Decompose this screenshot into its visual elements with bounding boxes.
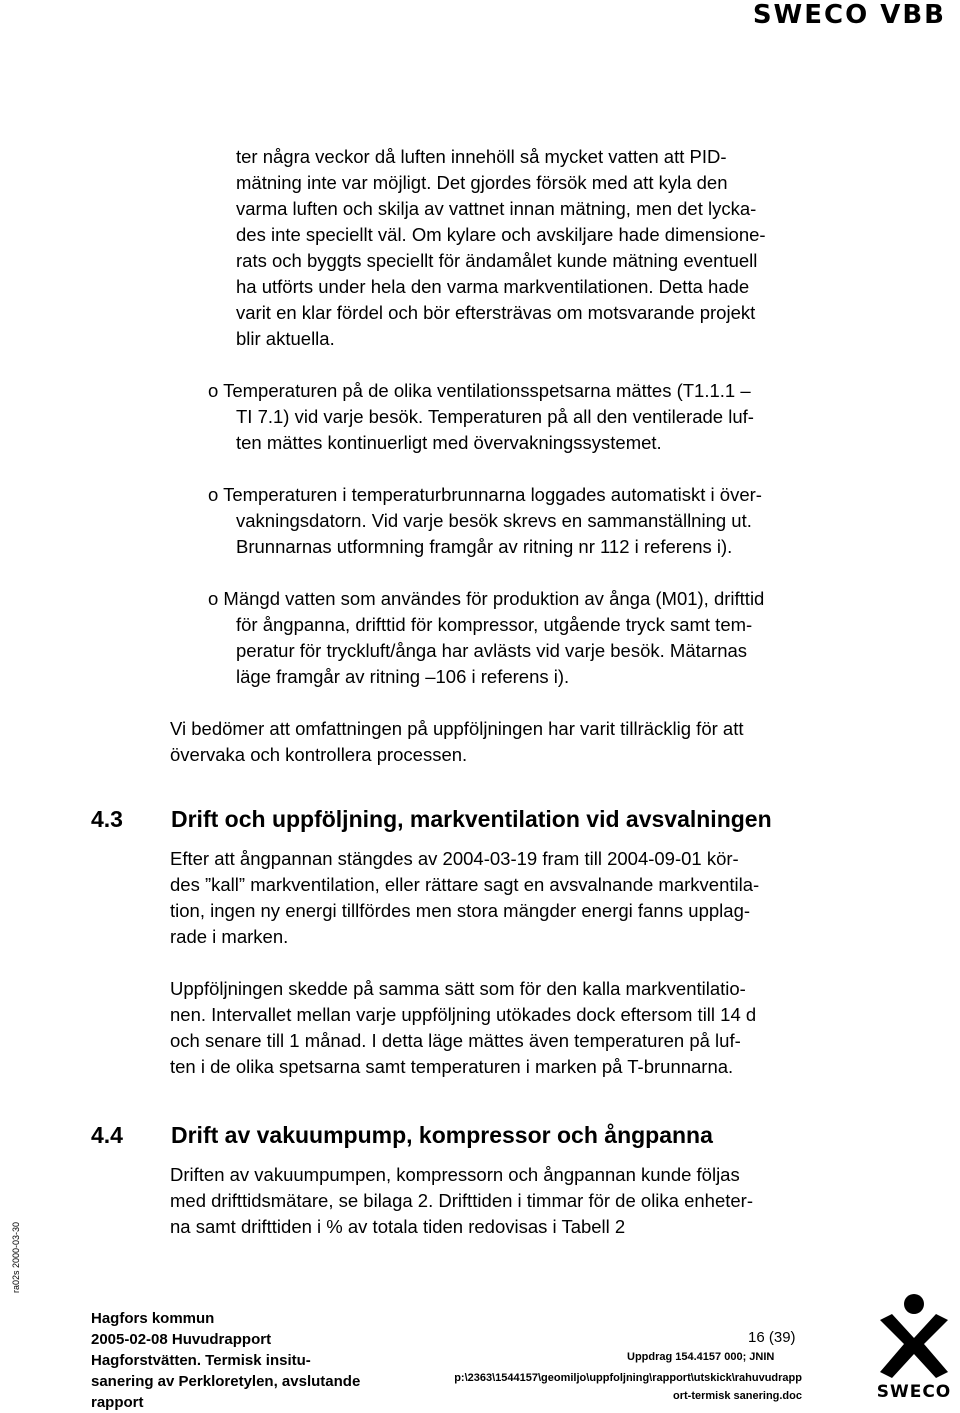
footer-date-doc: 2005-02-08 Huvudrapport — [91, 1331, 272, 1348]
footer-title-2: sanering av Perkloretylen, avslutande — [91, 1373, 361, 1390]
footer-left — [91, 1308, 451, 1413]
order-reference: Uppdrag 154.4157 000; JNIN — [627, 1351, 775, 1363]
footer-client: Hagfors kommun — [91, 1310, 215, 1327]
intro-paragraph: ter några veckor då luften innehöll så mycket vatten att PID- mätning inte var möjligt. Det gjordes försök med att kyla den varma luften och skilja av vattnet innan mätning, men det lycka- des inte speciellt väl. Om kylare och avskiljare hade dimensione- rats och byggts speciellt för ändamålet kunde mätning eventuell ha utförts under hela den varma markventilationen. Detta hade varit en klar fördel och bör eftersträvas om motsvarande projekt blir aktuella. — [236, 146, 766, 349]
bullet-temperature-spetsar: o Temperaturen på de olika ventilationsspetsarna mättes (T1.1.1 – TI 7.1) vid varje besök. Temperaturen på all den ventilerade luf- ten mättes kontinuerligt med övervakningssystemet. — [208, 380, 754, 453]
file-path — [442, 1369, 802, 1405]
file-path-line-2: ort-termisk sanering.doc — [673, 1390, 802, 1402]
file-path-line-1: p:\2363\1544157\geomiljo\uppfoljning\rapport\utskick\rahuvudrapp — [454, 1372, 802, 1384]
bullet-temperature-brunnar: o Temperaturen i temperaturbrunnarna loggades automatiskt i över- vakningsdatorn. Vid varje besök skrevs en sammanställning ut. Brunnarnas utformning framgår av ritning nr 112 i referens i). — [208, 484, 762, 557]
side-form-code: ra02s 2000-03-30 — [11, 1221, 21, 1293]
footer-title-3: rapport — [91, 1394, 144, 1411]
footer-title-1: Hagforstvätten. Termisk insitu- — [91, 1352, 311, 1369]
section-title: Drift av vakuumpump, kompressor och ångpanna — [171, 1122, 713, 1148]
section-number: 4.3 — [91, 806, 123, 832]
section-heading-4-3 — [91, 804, 772, 834]
page-number: 16 (39) — [748, 1329, 796, 1346]
section-heading-4-4 — [91, 1120, 713, 1150]
section-number: 4.4 — [91, 1122, 123, 1148]
section-title: Drift och uppföljning, markventilation vid avsvalningen — [171, 806, 772, 832]
bullet-water-steam: o Mängd vatten som användes för produktion av ånga (M01), drifttid för ångpanna, drifttid för kompressor, utgående tryck samt tem- peratur för tryckluft/ånga har avlästs vid varje besök. Mätarnas läge framgår av ritning –106 i referens i). — [208, 588, 765, 687]
conclusion-paragraph: Vi bedömer att omfattningen på uppföljningen har varit tillräcklig för att övervaka och kontrollera processen. — [170, 718, 744, 765]
header-brand: SWECO VBB — [752, 0, 946, 30]
section-4-4-paragraph-1: Driften av vakuumpumpen, kompressorn och ångpannan kunde följas med drifttidsmätare, se bilaga 2. Drifttiden i timmar för de olika enheter- na samt drifttiden i % av totala tiden redovisas i Tabell 2 — [170, 1164, 753, 1237]
section-4-3-paragraph-2: Uppföljningen skedde på samma sätt som för den kalla markventilatio- nen. Intervallet mellan varje uppföljning utökades dock eftersom till 14 d och senare till 1 månad. I detta läge mättes även temperaturen på luf- ten i de olika spetsarna samt temperaturen i marken på T-brunnarna. — [170, 978, 757, 1077]
section-4-3-paragraph-1: Efter att ångpannan stängdes av 2004-03-19 fram till 2004-09-01 kör- des ”kall” markventilation, eller rättare sagt en avsvalnande markventila- tion, ingen ny energi tillfördes men stora mängder energi fanns upplag- rade i marken. — [170, 848, 760, 947]
sweco-logo-text: SWECO — [876, 1382, 952, 1402]
